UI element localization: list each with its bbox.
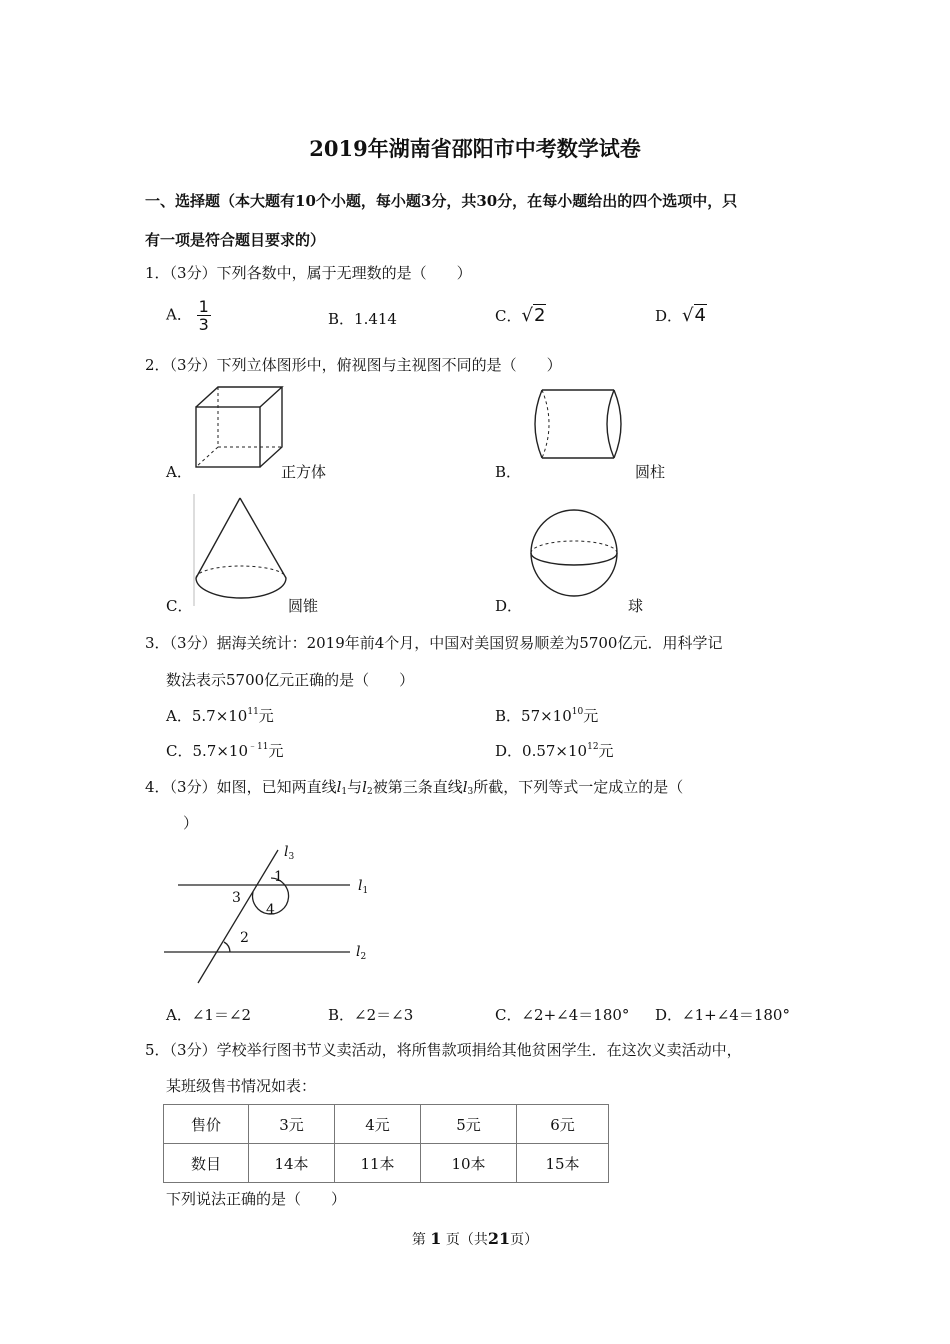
page-title: 2019年湖南省邵阳市中考数学试卷 [309, 136, 641, 161]
parallel-lines-figure [160, 838, 390, 988]
cone-base-front [196, 578, 286, 598]
section-heading-line2: 有一项是符合题目要求的） [145, 231, 326, 249]
q1-option-a-prefix: A． [166, 305, 192, 324]
cylinder-left-base-hidden [542, 390, 549, 458]
sqrt-4: √4 [682, 305, 706, 326]
cylinder-right-base-front [607, 390, 614, 458]
cone-figure [190, 494, 295, 606]
q1-option-c-prefix: C． [495, 307, 522, 325]
subscript: 3 [467, 787, 474, 797]
q4-option-c: C．∠2+∠4＝180° [495, 1006, 630, 1024]
footer-text: 第 [411, 1232, 426, 1248]
line-symbol: l [336, 778, 342, 796]
table-cell: 6元 [517, 1105, 609, 1144]
exponent: 10 [571, 707, 584, 717]
line-symbol: l [362, 778, 367, 796]
q5-after-table: 下列说法正确的是（ ） [166, 1190, 347, 1208]
q5-stem-line1: 5．（3分）学校举行图书节义卖活动，将所售款项捐给其他贫困学生．在这次义卖活动中， [145, 1041, 742, 1059]
line-l1-label [358, 878, 368, 896]
subscript: 1 [341, 787, 348, 797]
q1-option-d [655, 305, 707, 326]
sales-table [163, 1104, 609, 1183]
subscript: 1 [362, 886, 369, 896]
line-symbol: l [356, 944, 361, 960]
line-l3-label [284, 844, 294, 862]
angle-1-label: 1 [274, 869, 283, 885]
line-symbol: l [284, 844, 289, 860]
unit: 元 [583, 707, 599, 725]
exponent: 12 [587, 742, 599, 752]
table-cell: 3元 [249, 1105, 335, 1144]
footer-text: 页（共 [445, 1232, 488, 1248]
q2-option-b-label: 圆柱 [635, 463, 666, 481]
total-pages: 21 [487, 1229, 511, 1248]
table-row [164, 1144, 609, 1183]
page-footer [0, 1229, 950, 1249]
q2-option-d-prefix: D． [495, 597, 523, 615]
option-text: D．0.57×10 [495, 742, 588, 760]
cube-figure [190, 383, 285, 471]
table-cell: 11本 [335, 1144, 421, 1183]
angle-3-label: 3 [232, 890, 241, 906]
subscript: 2 [366, 787, 373, 797]
table-row [164, 1105, 609, 1144]
angle-2-label: 2 [240, 930, 249, 946]
q1-option-a [166, 298, 211, 333]
cube-top-face [196, 387, 282, 407]
q3-option-d [495, 740, 614, 761]
unit: 元 [598, 742, 614, 760]
footer-text: 页） [510, 1232, 539, 1248]
q4-text: 与 [347, 778, 363, 796]
subscript: 3 [288, 852, 295, 862]
fraction-one-third [197, 298, 211, 333]
q2-stem: 2．（3分）下列立体图形中，俯视图与主视图不同的是（ ） [145, 356, 562, 374]
cylinder-figure [530, 386, 630, 464]
q5-stem-line2: 某班级售书情况如表： [166, 1077, 317, 1095]
cylinder-right-base-back [614, 390, 621, 458]
option-text: A．5.7×10 [166, 707, 248, 725]
cylinder-left-base [535, 390, 542, 458]
option-text: C．5.7×10 [166, 742, 248, 760]
page-number: 1 [430, 1229, 442, 1248]
q4-stem-line2: ） [183, 814, 199, 832]
q2-option-d-label: 球 [628, 597, 644, 615]
sphere-equator-front [531, 553, 617, 565]
table-cell: 5元 [421, 1105, 517, 1144]
subscript: 2 [360, 952, 367, 962]
q3-option-c [166, 740, 283, 761]
sphere-outline [531, 510, 617, 596]
fraction-denominator: 3 [198, 315, 209, 334]
q3-stem-line2: 数法表示5700亿元正确的是（ ） [166, 671, 415, 689]
fraction-numerator: 1 [198, 297, 209, 316]
q1-stem: 1．（3分）下列各数中，属于无理数的是（ ） [145, 264, 472, 282]
cube-front-face [196, 407, 260, 467]
q4-stem-line1 [145, 776, 683, 797]
cube-right-face [260, 387, 282, 467]
radicand: 4 [694, 305, 706, 326]
unit: 元 [268, 742, 284, 760]
table-cell: 15本 [517, 1144, 609, 1183]
q1-option-c [495, 305, 546, 326]
angle-2-arc [224, 942, 230, 952]
table-cell: 10本 [421, 1144, 517, 1183]
q4-option-b: B．∠2＝∠3 [328, 1006, 414, 1024]
q2-option-b-prefix: B． [495, 463, 522, 481]
q2-option-a-prefix: A． [166, 463, 192, 481]
cone-left-slant [196, 498, 240, 578]
cone-base-hidden [196, 566, 286, 578]
q2-option-c-prefix: C． [166, 597, 193, 615]
q2-option-a-label: 正方体 [281, 463, 327, 481]
table-cell: 数目 [164, 1144, 249, 1183]
q4-text: 4．（3分）如图，已知两直线 [145, 778, 337, 796]
option-text: B．57×10 [495, 707, 572, 725]
q3-stem-line1: 3．（3分）据海关统计：2019年前4个月，中国对美国贸易顺差为5700亿元．用科学记 [145, 634, 723, 652]
table-cell: 14本 [249, 1144, 335, 1183]
exponent: 11 [247, 707, 259, 717]
line-symbol: l [358, 878, 363, 894]
sqrt-2: √2 [521, 305, 546, 326]
q3-option-b [495, 705, 598, 726]
q4-option-a: A．∠1＝∠2 [166, 1006, 252, 1024]
section-heading-line1: 一、选择题（本大题有10个小题，每小题3分，共30分，在每小题给出的四个选项中，只 [145, 192, 738, 210]
q2-option-c-label: 圆锥 [288, 597, 319, 615]
sphere-equator-hidden [531, 541, 617, 553]
sphere-figure [528, 507, 623, 599]
line-symbol: l [462, 778, 468, 796]
q3-option-a [166, 705, 274, 726]
unit: 元 [258, 707, 274, 725]
table-cell: 4元 [335, 1105, 421, 1144]
q1-option-d-prefix: D． [655, 307, 683, 325]
q4-option-d: D．∠1+∠4＝180° [655, 1006, 790, 1024]
table-cell: 售价 [164, 1105, 249, 1144]
q4-text: 所截，下列等式一定成立的是（ [473, 778, 684, 796]
q4-text: 被第三条直线 [372, 778, 463, 796]
radicand: 2 [533, 305, 546, 326]
exponent: ﹣11 [248, 742, 269, 752]
q1-option-b: B．1.414 [328, 310, 397, 328]
cube-hidden-edge [196, 447, 218, 467]
angle-4-label: 4 [266, 902, 275, 918]
line-l2-label [356, 944, 366, 962]
